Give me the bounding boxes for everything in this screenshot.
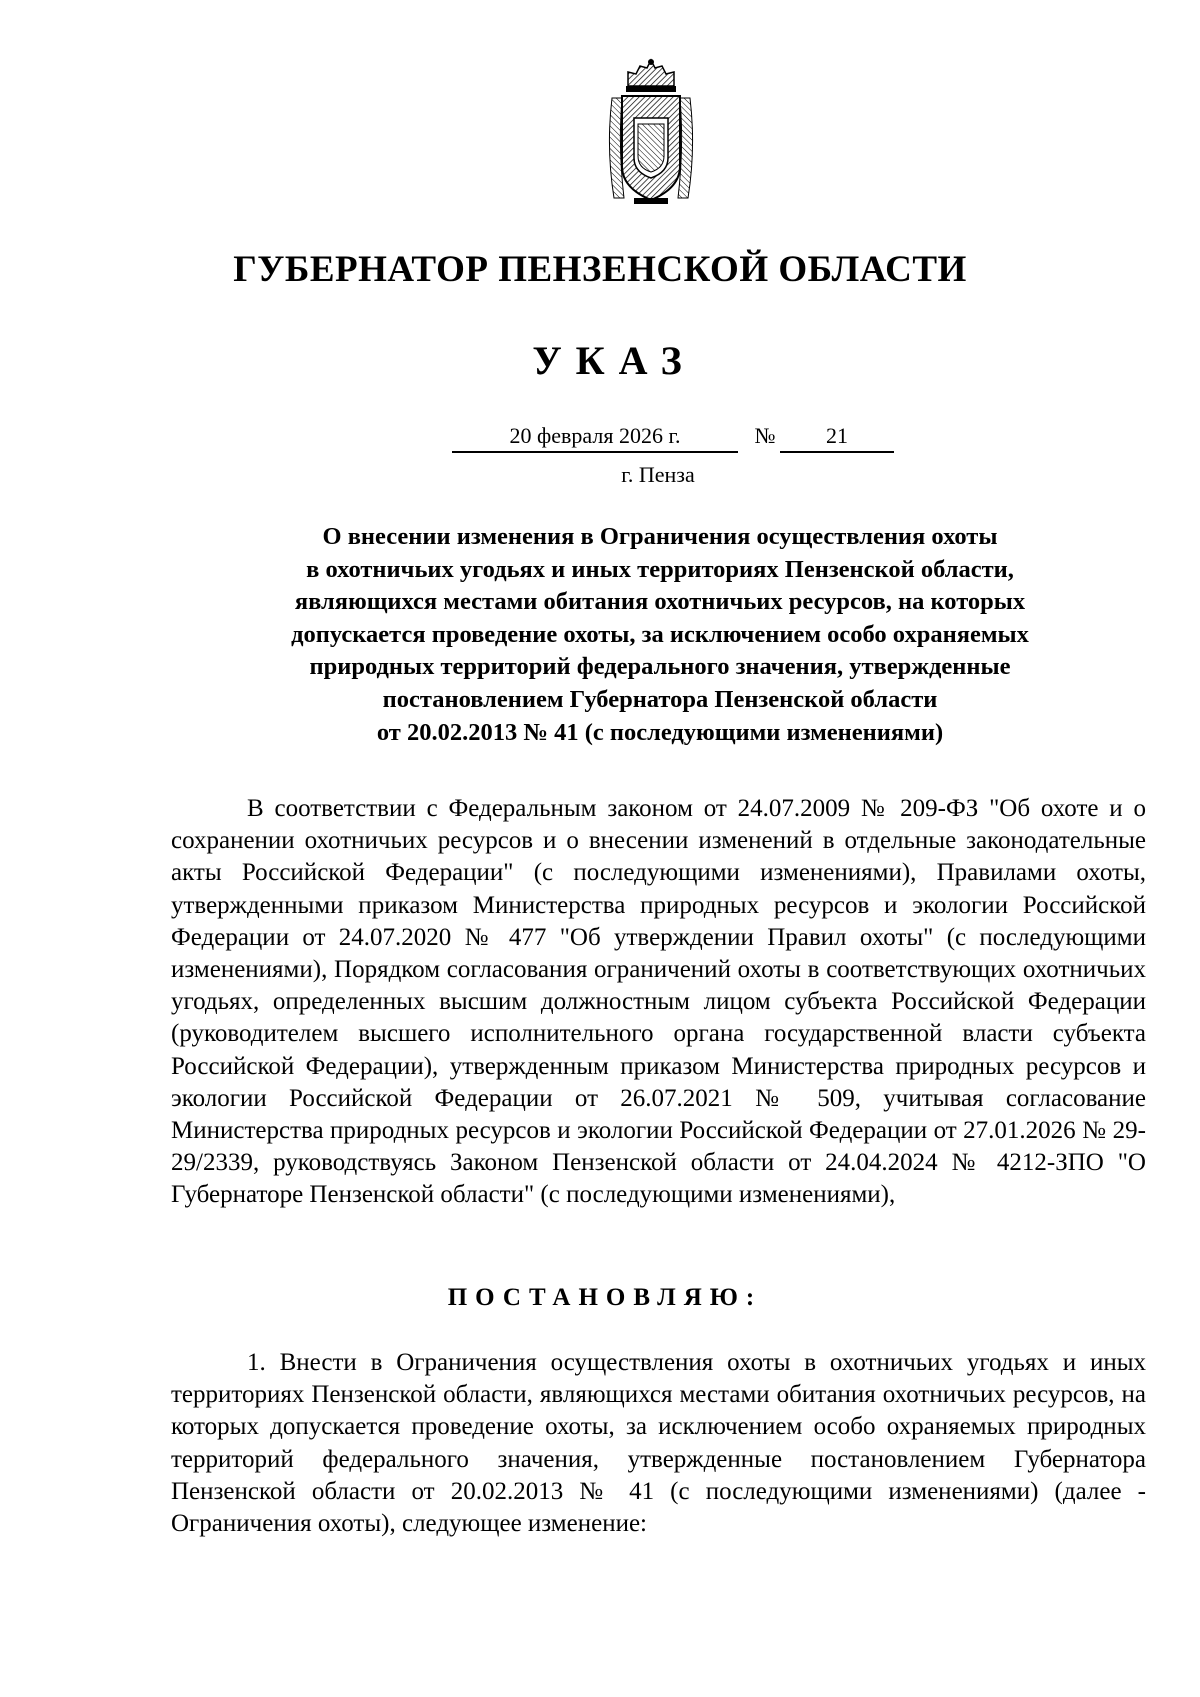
clause-1-text: 1. Внести в Ограничения осуществления охоты в охотничьих угодьях и иных территориях Пензенской области, являющихся местами обитания охотничьих ресурсов, на которых допускается проведение охоты, за исключением особо охраняемых природных территорий федерального значения, утвержденные постановлением Губернатора Пензенской области от 20.02.2013 № 41 (с последующими изменениями) (далее - Ограничения охоты), следующее изменение:	[171, 1349, 1146, 1538]
document-date: 20 февраля 2026 г.	[452, 421, 738, 453]
number-sign: №	[754, 423, 776, 448]
title-line: допускается проведение охоты, за исключением особо охраняемых	[291, 620, 1029, 648]
document-type: УКАЗ	[532, 338, 696, 383]
title-line: постановлением Губернатора Пензенской области	[382, 685, 938, 713]
issue-place: г. Пенза	[621, 462, 695, 487]
title-line: в охотничьих угодьях и иных территориях Пензенской области,	[306, 555, 1014, 583]
issuing-authority: ГУБЕРНАТОР ПЕНЗЕНСКОЙ ОБЛАСТИ	[233, 249, 967, 290]
coat-of-arms-icon	[604, 58, 698, 208]
preamble-text: В соответствии с Федеральным законом от 24.07.2009 № 209-ФЗ "Об охоте и о сохранении охотничьих ресурсов и о внесении изменений в отдельные законодательные акты Российской Федерации" (с последующими изменениями), Правилами охоты, утвержденными приказом Министерства природных ресурсов и экологии Российской Федерации от 24.07.2020 № 477 "Об утверждении Правил охоты" (с последующими изменениями), Порядком согласования ограничений охоты в соответствующих охотничьих угодьях, определенных высшим должностным лицом субъекта Российской Федерации (руководителем высшего исполнительного органа государственной власти субъекта Российской Федерации), утвержденным приказом Министерства природных ресурсов и экологии Российской Федерации от 26.07.2021 № 509, учитывая согласование Министерства природных ресурсов и экологии Российской Федерации от 27.01.2026 № 29-29/2339, руководствуясь Законом Пензенской области от 24.04.2024 № 4212-ЗПО "О Губернаторе Пензенской области" (с последующими изменениями),	[171, 795, 1146, 1209]
document-title	[210, 521, 1110, 749]
title-line: О внесении изменения в Ограничения осуществления охоты	[322, 523, 998, 550]
preamble-paragraph	[171, 793, 1146, 1212]
clause-1-paragraph	[171, 1347, 1146, 1540]
title-line: от 20.02.2013 № 41 (с последующими изменениями)	[376, 718, 944, 746]
title-line: природных территорий федерального значения, утвержденные	[309, 653, 1011, 681]
title-line: являющихся местами обитания охотничьих ресурсов, на которых	[294, 588, 1026, 616]
decree-heading: ПОСТАНОВЛЯЮ:	[447, 1284, 763, 1311]
document-number: 21	[780, 421, 894, 453]
